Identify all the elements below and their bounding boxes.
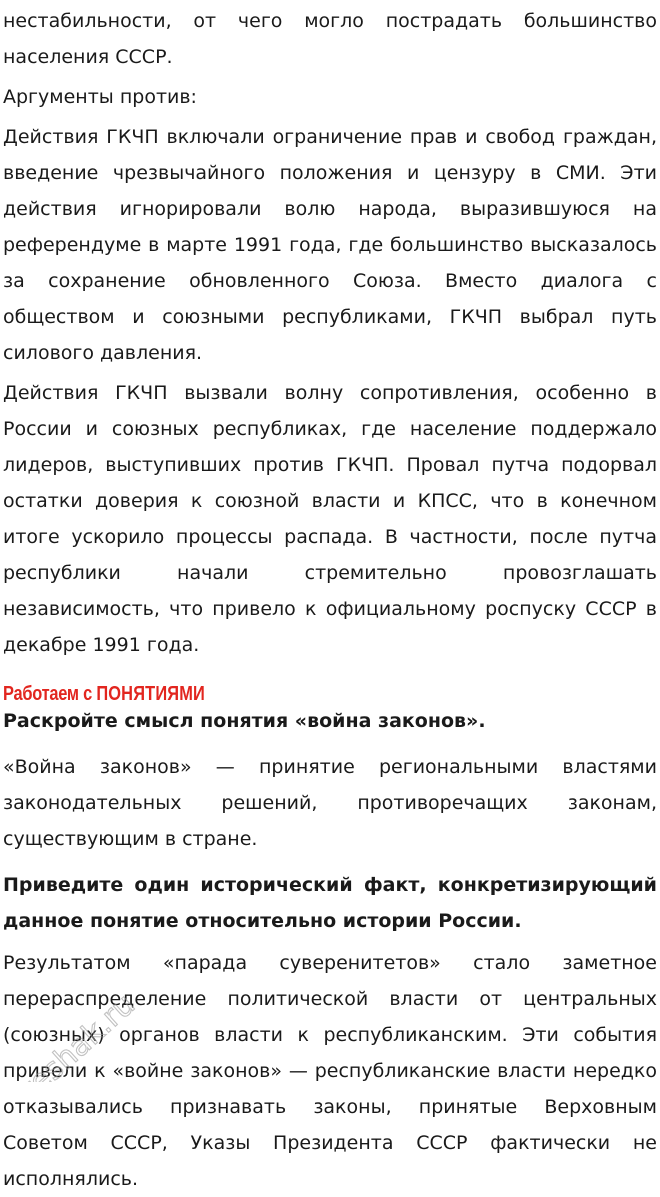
paragraph-intro-tail: нестабильности, от чего могло пострадать большинство населения СССР. — [3, 10, 657, 68]
section-heading-title — [3, 681, 205, 707]
question-2: Приведите один исторический факт, конкретизирующий данное понятие относительно истории России. — [3, 874, 657, 932]
document-page — [3, 0, 657, 1197]
answer-2: Результатом «парада суверенитетов» стало заметное перераспределение политической власти от центральных (союзных) органов власти к республиканским. Эти события привели к «войне законов» — республиканские власти нередко отказывались признавать законы, принятые Верховным Советом СССР, Указы Президента СССР фактически не исполнялись. — [3, 952, 657, 1190]
section-heading-upper: ПОНЯТИЯМИ — [96, 683, 206, 705]
args-against-paragraph-1: Действия ГКЧП включали ограничение прав и свобод граждан, введение чрезвычайного положения и цензуру в СМИ. Эти действия игнорировали волю народа, выразившуюся на референдуме в марте 1991 года, где большинство высказалось за сохранение обновленного Союза. Вместо диалога с обществом и союзными республиками, ГКЧП выбрал путь силового давления. — [3, 126, 657, 364]
args-against-paragraph-2: Действия ГКЧП вызвали волну сопротивления, особенно в России и союзных республиках, где население поддержало лидеров, выступивших против ГКЧП. Провал путча подорвал остатки доверия к союзной власти и КПСС, что в конечном итоге ускорило процессы распада. В частности, после путча республики начали стремительно провозглашать независимость, что привело к официальному роспуску СССР в декабре 1991 года. — [3, 382, 657, 656]
watermark-text: reshak.ru — [13, 987, 143, 1082]
args-against-label: Аргументы против: — [3, 86, 197, 108]
answer-1: «Война законов» — принятие региональными властями законодательных решений, противоречащих законам, существующим в стране. — [3, 756, 657, 850]
section-heading — [3, 667, 657, 705]
question-1: Раскройте смысл понятия «война законов». — [3, 710, 486, 732]
section-heading-lower: Работаем с — [3, 683, 92, 705]
